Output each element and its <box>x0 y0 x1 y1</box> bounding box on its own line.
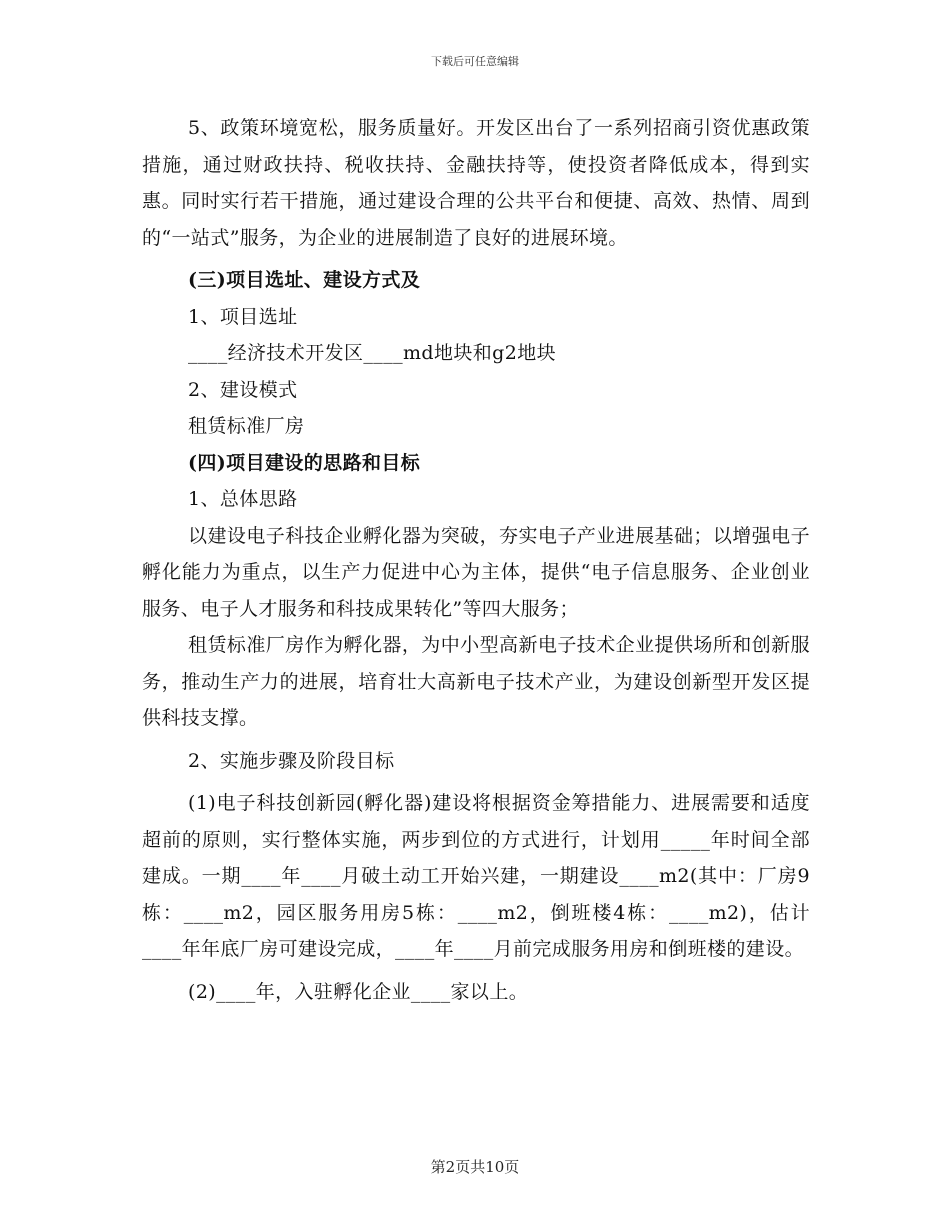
page-footer: 第2页共10页 <box>430 1158 520 1176</box>
construction-mode-heading: 2、建设模式 <box>188 378 298 401</box>
overall-approach-paragraph-1: 以建设电子科技企业孵化器为突破，夯实电子产业进展基础；以增强电子孵化能力为重点，以生产力促进中心为主体，提供“电子信息服务、企业创业服务、电子人才服务和科技成果转化”等四大服务； <box>142 524 810 620</box>
section-3-heading: (三)项目选址、建设方式及 <box>188 269 421 291</box>
site-selection-heading: 1、项目选址 <box>188 305 298 328</box>
document-body <box>142 110 810 1010</box>
construction-mode-text: 租赁标准厂房 <box>188 415 305 437</box>
paragraph-policy-environment: 5、政策环境宽松，服务质量好。开发区出台了一系列招商引资优惠政策措施，通过财政扶持、税收扶持、金融扶持等，使投资者降低成本，得到实惠。同时实行若干措施，通过建设合理的公共平台和便捷、高效、热情、周到的“一站式”服务，为企业的进展制造了良好的进展环境。 <box>142 117 810 249</box>
overall-approach-paragraph-2: 租赁标准厂房作为孵化器，为中小型高新电子技术企业提供场所和创新服务，推动生产力的进展，培育壮大高新电子技术产业，为建设创新型开发区提供科技支撑。 <box>142 634 810 729</box>
implementation-step-2: (2)____年，入驻孵化企业____家以上。 <box>188 980 529 1003</box>
page-header: 下载后可任意编辑 <box>431 55 519 68</box>
section-4-heading: (四)项目建设的思路和目标 <box>188 451 421 474</box>
implementation-step-1: (1)电子科技创新园(孵化器)建设将根据资金筹措能力、进展需要和适度超前的原则，实行整体实施，两步到位的方式进行，计划用_____年时间全部建成。一期____年____月破土动工开始兴建，一期建设____m2(其中：厂房9栋：____m2，园区服务用房5栋：____m2，倒班楼4栋：____m2)，估计____年年底厂房可建设完成，____年____月前完成服务用房和倒班楼的建设。 <box>142 792 810 960</box>
implementation-steps-heading: 2、实施步骤及阶段目标 <box>188 749 395 772</box>
overall-approach-heading: 1、总体思路 <box>188 488 298 510</box>
site-selection-text: ____经济技术开发区____md地块和g2地块 <box>188 342 557 364</box>
